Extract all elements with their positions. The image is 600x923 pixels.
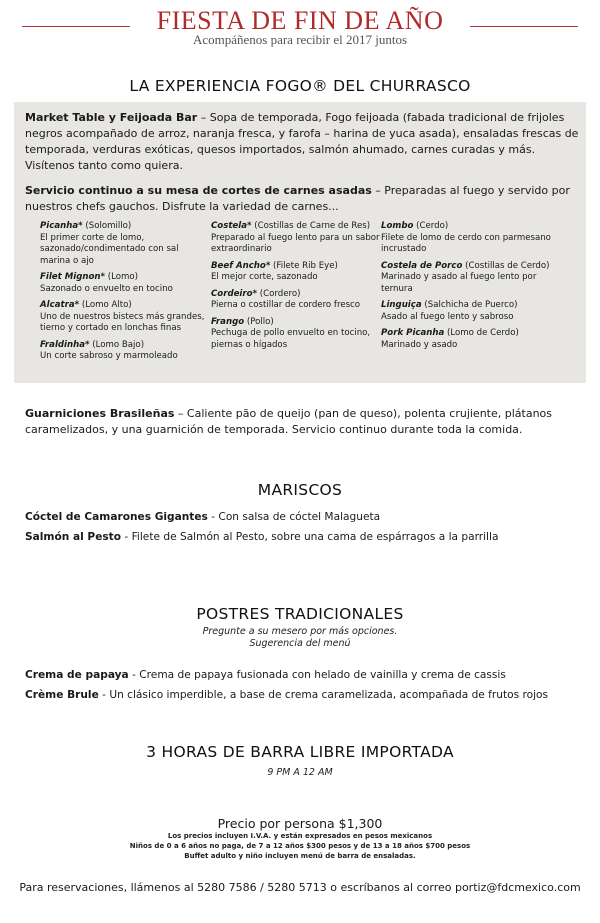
page-subtitle: Acompáñenos para recibir el 2017 juntos [192, 32, 408, 47]
postre-item: Crème Brule - Un clásico imperdible, a base de crema caramelizada, acompañada de frutos rojos [25, 689, 549, 701]
sides-desc: – Caliente pão de queijo (pan de queso), polenta crujiente, plátanos caramelizados, y una guarnición de temporada. Servicio continuo durante toda la comida. [25, 407, 553, 436]
market-table-paragraph [25, 110, 580, 174]
meat-item: Lombo (Cerdo) Filete de lomo de cerdo con parmesano incrustado [381, 221, 551, 254]
postres-heading: POSTRES TRADICIONALES [196, 605, 404, 623]
meat-item: Beef Ancho* (Filete Rib Eye) El mejor corte, sazonado [211, 260, 338, 282]
service-name: Servicio continuo a su mesa de cortes de carnes asadas [25, 184, 372, 197]
experience-heading: LA EXPERIENCIA FOGO® DEL CHURRASCO [129, 77, 471, 95]
meat-item: Fraldinha* (Lomo Bajo) Un corte sabroso y marmoleado [40, 339, 178, 361]
sides-paragraph [25, 406, 580, 438]
meat-item: Pork Picanha (Lomo de Cerdo) Marinado y asado [381, 328, 519, 350]
service-paragraph [25, 183, 580, 215]
header [0, 6, 600, 48]
meat-item: Alcatra* (Lomo Alto) Uno de nuestros bistecs más grandes, tierno y cortado en lonchas finas [40, 300, 205, 333]
meat-item: Costela* (Costillas de Carne de Res) Preparado al fuego lento para un sabor extraordinario [211, 221, 380, 254]
meat-column-1 [40, 221, 210, 368]
price-fine-print: Los precios incluyen I.V.A. y están expresados en pesos mexicanos [167, 832, 433, 840]
market-table-name: Market Table y Feijoada Bar [25, 111, 198, 124]
mariscos-heading: MARISCOS [257, 481, 343, 499]
mariscos-item: Cóctel de Camarones Gigantes - Con salsa de cóctel Malagueta [25, 511, 381, 523]
postre-item: Crema de papaya - Crema de papaya fusionada con helado de vainilla y crema de cassis [25, 669, 506, 681]
mariscos-item: Salmón al Pesto - Filete de Salmón al Pesto, sobre una cama de espárragos a la parrilla [25, 531, 499, 543]
barra-heading: 3 HORAS DE BARRA LIBRE IMPORTADA [146, 743, 454, 761]
title-divider-right [470, 26, 578, 27]
price-fine-print: Buffet adulto y niño incluyen menú de barra de ensaladas. [184, 852, 416, 860]
sides-name: Guarniciones Brasileñas [25, 407, 175, 420]
price-fine-print: Niños de 0 a 6 años no paga, de 7 a 12 años $300 pesos y de 13 a 18 años $700 pesos [129, 842, 471, 850]
postres-note: Sugerencia del menú [249, 638, 351, 649]
meat-item: Costela de Porco (Costillas de Cerdo) Marinado y asado al fuego lento por ternura [381, 260, 550, 294]
meat-column-3 [381, 221, 551, 356]
meat-item: Linguiça (Salchicha de Puerco) Asado al fuego lento y sabroso [381, 300, 518, 322]
page-title: FIESTA DE FIN DE AÑO [156, 6, 444, 35]
meat-item: Filet Mignon* (Lomo) Sazonado o envuelto en tocino [40, 272, 173, 294]
meat-item: Cordeiro* (Cordero) Pierna o costillar de cordero fresco [211, 288, 361, 310]
price: Precio por persona $1,300 [217, 816, 383, 831]
contact-line: Para reservaciones, llámenos al 5280 7586 / 5280 5713 o escríbanos al correo portiz@fdcmexico.com [19, 881, 581, 894]
market-table-desc: – Sopa de temporada, Fogo feijoada (fabada tradicional de frijoles negros acompañado de arroz, naranja fresca, y farofa – harina de yuca asada), ensaladas frescas de temporada, verduras exóticas, quesos importados, salmón ahumado, carnes curadas y más. Visítenos tanto como quiera. [25, 111, 579, 172]
service-desc: – Preparadas al fuego y servido por nuestros chefs gauchos. Disfrute la variedad de carnes... [25, 184, 570, 213]
meat-column-2 [211, 221, 381, 356]
meat-item: Picanha* (Solomillo) El primer corte de lomo, sazonado/condimentado con sal marina o ajo [40, 221, 179, 266]
barra-hours: 9 PM A 12 AM [267, 767, 333, 778]
postres-note: Pregunte a su mesero por más opciones. [202, 626, 398, 637]
meat-item: Frango (Pollo) Pechuga de pollo envuelto en tocino, piernas o hígados [211, 316, 371, 350]
title-divider-left [22, 26, 130, 27]
price-block [0, 816, 600, 861]
